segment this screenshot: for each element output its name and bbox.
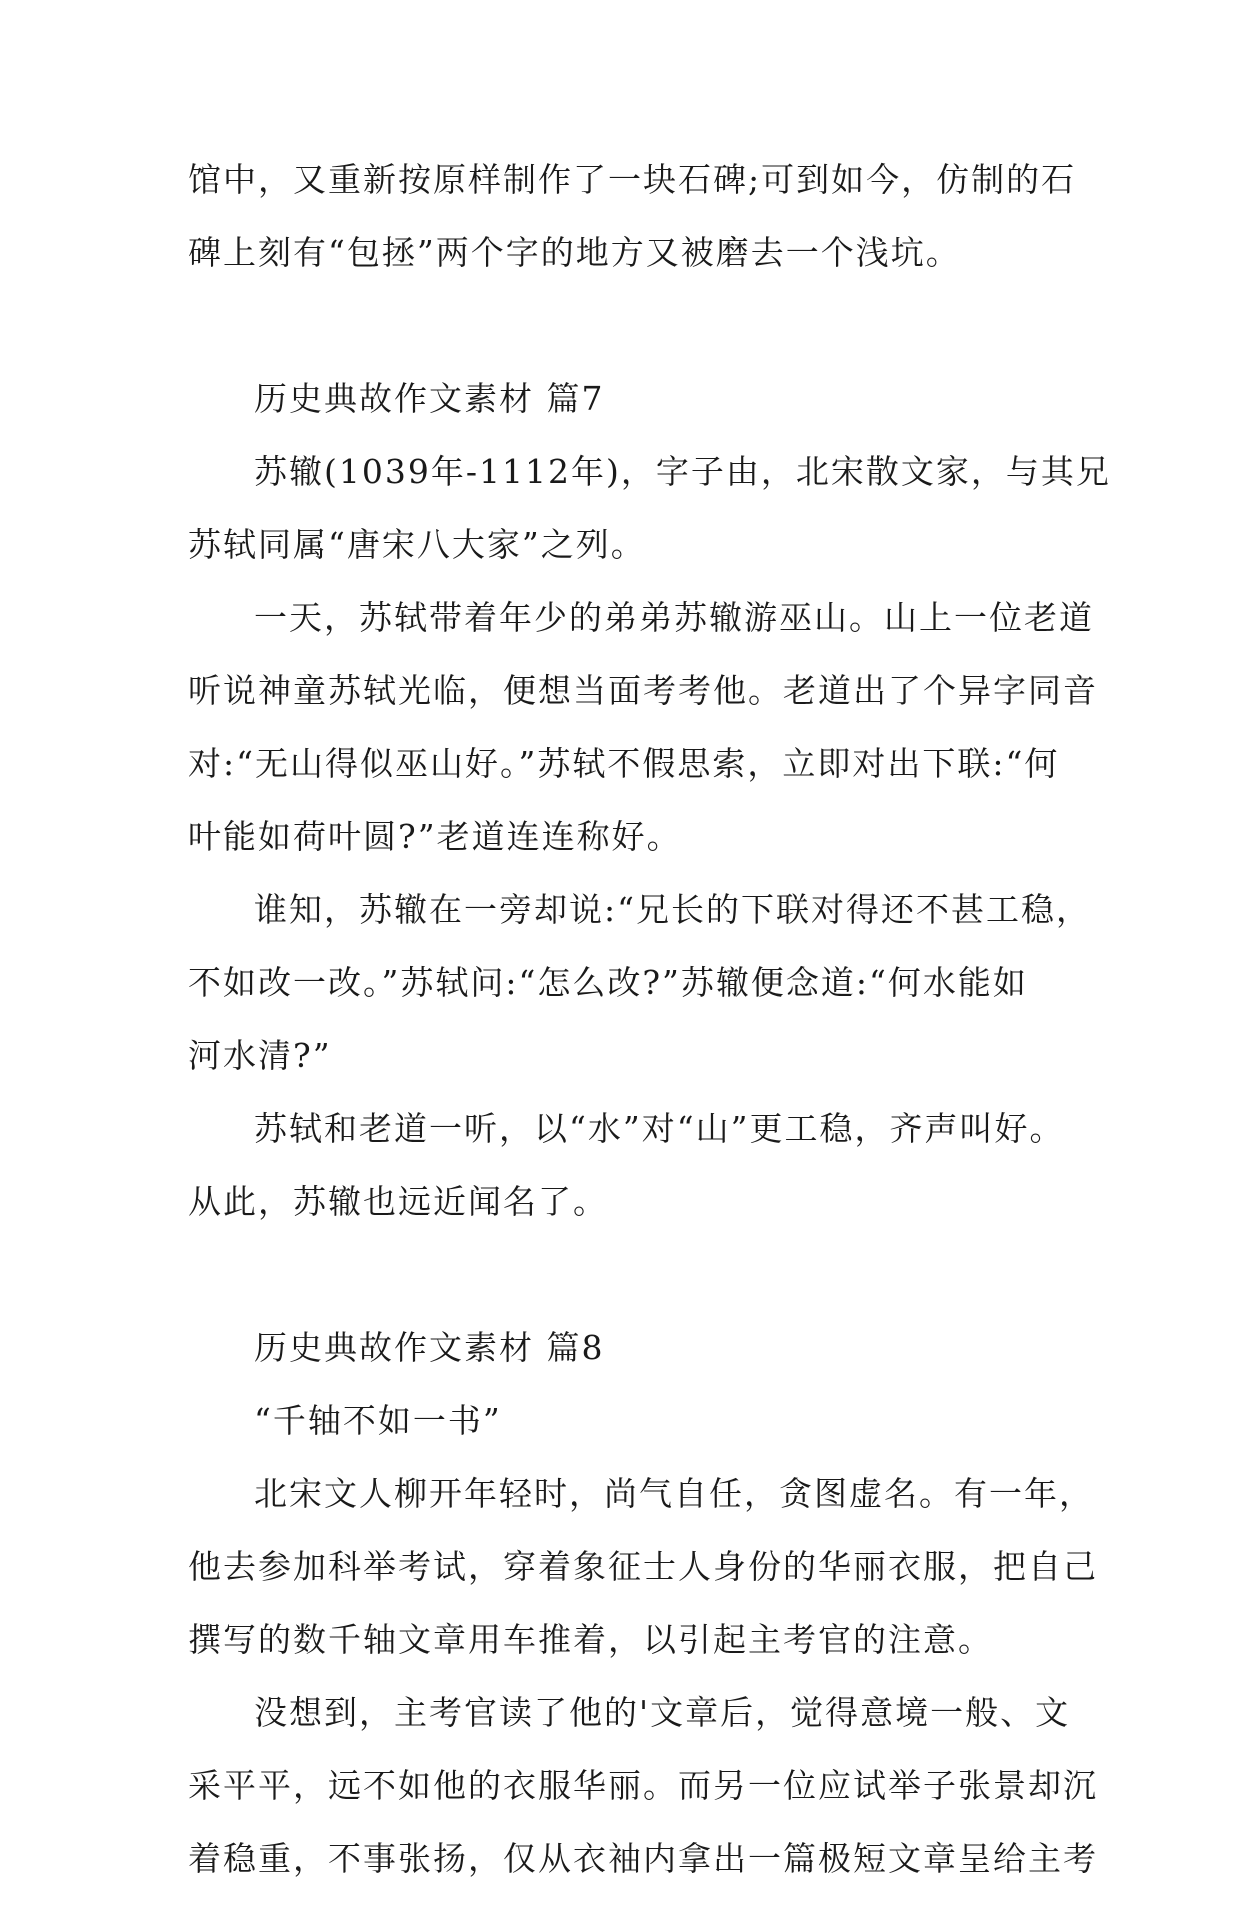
body-line: 谁知，苏辙在一旁却说:“兄长的下联对得还不甚工稳， bbox=[254, 890, 1091, 929]
body-line: 撰写的数千轴文章用车推着，以引起主考官的注意。 bbox=[188, 1620, 993, 1659]
body-line: 叶能如荷叶圆?”老道连连称好。 bbox=[188, 817, 682, 856]
body-line: 北宋文人柳开年轻时，尚气自任，贪图虚名。有一年， bbox=[254, 1474, 1094, 1513]
body-line: 从此，苏辙也远近闻名了。 bbox=[188, 1182, 608, 1221]
body-line: 一天，苏轼带着年少的弟弟苏辙游巫山。山上一位老道 bbox=[254, 598, 1094, 637]
body-line: 没想到，主考官读了他的'文章后，觉得意境一般、文 bbox=[254, 1693, 1071, 1732]
body-line: 苏轼同属“唐宋八大家”之列。 bbox=[188, 525, 646, 564]
body-line: 着稳重，不事张扬，仅从衣袖内拿出一篇极短文章呈给主考 bbox=[188, 1839, 1098, 1878]
body-line: 他去参加科举考试，穿着象征士人身份的华丽衣服，把自己 bbox=[188, 1547, 1098, 1586]
document-page bbox=[188, 160, 1111, 1912]
section-heading: 历史典故作文素材 篇7 bbox=[254, 379, 605, 418]
body-line: 对:“无山得似巫山好。”苏轼不假思索，立即对出下联:“何 bbox=[188, 744, 1060, 783]
body-line: 采平平，远不如他的衣服华丽。而另一位应试举子张景却沉 bbox=[188, 1766, 1098, 1805]
section-heading: 历史典故作文素材 篇8 bbox=[254, 1328, 605, 1367]
body-line: 苏轼和老道一听，以“水”对“山”更工稳，齐声叫好。 bbox=[254, 1109, 1065, 1148]
body-line: 河水清?” bbox=[188, 1036, 332, 1075]
body-line: 听说神童苏轼光临，便想当面考考他。老道出了个异字同音 bbox=[188, 671, 1098, 710]
body-line: 碑上刻有“包拯”两个字的地方又被磨去一个浅坑。 bbox=[188, 233, 961, 272]
body-line: 苏辙(1039年-1112年)，字子由，北宋散文家，与其兄 bbox=[254, 452, 1111, 491]
body-line: 馆中，又重新按原样制作了一块石碑;可到如今，仿制的石 bbox=[188, 160, 1077, 199]
body-line: 不如改一改。”苏轼问:“怎么改?”苏辙便念道:“何水能如 bbox=[188, 963, 1028, 1002]
section-gap bbox=[188, 306, 1068, 379]
section-gap bbox=[188, 1255, 1068, 1328]
section-subtitle: “千轴不如一书” bbox=[254, 1401, 502, 1440]
